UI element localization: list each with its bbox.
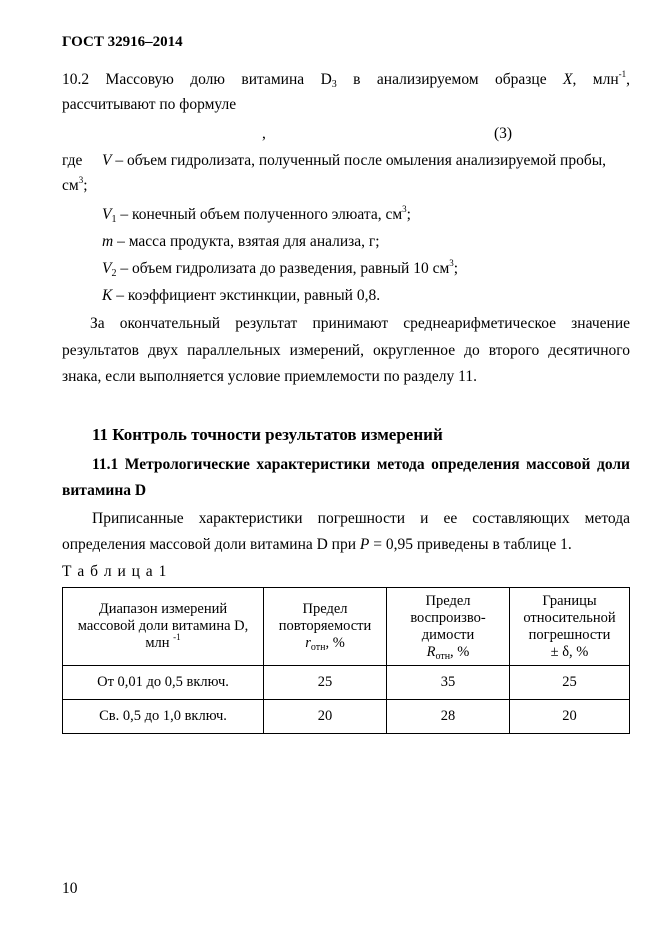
where-m: m – масса продукта, взятая для анализа, г; — [102, 233, 380, 250]
table-cell: 20 — [510, 700, 630, 734]
header-reproducibility: Предел воспроизво- димости $R_{отн}$, % — [387, 588, 510, 666]
paragraph-10-2-line-2: рассчитывают по формуле — [62, 96, 237, 113]
formula-number: (3) — [494, 125, 513, 142]
table-row — [63, 700, 630, 734]
table-cell: 25 — [510, 666, 630, 700]
table-cell: Св. 0,5 до 1,0 включ. — [63, 700, 264, 734]
header-repeatability: Предел повторяемости $r_{отн}$, % — [264, 588, 387, 666]
table-cell: 28 — [387, 700, 510, 734]
table-cell: 35 — [387, 666, 510, 700]
section-11-1-title-line-1: 11.1 Метрологические характеристики метода определения массовой доли — [92, 456, 630, 473]
table-row — [63, 666, 630, 700]
section-11-1-title-line-2: витамина D — [62, 482, 147, 499]
where-v1: $V_1$ – конечный объем полученного элюата, $см^3$; — [102, 204, 411, 225]
table-header-row — [63, 588, 630, 666]
table-cell: От 0,01 до 0,5 включ. — [63, 666, 264, 700]
paragraph-11-1-line-2: определения массовой доли витамина D при P = 0,95 приведены в таблице 1. — [62, 536, 572, 553]
where-v-continued: $см^3$; — [62, 175, 88, 194]
page-number: 10 — [62, 880, 78, 897]
where-v: V – объем гидролизата, полученный после омыления анализируемой пробы, — [102, 152, 607, 169]
final-result-line-3: знака, если выполняется условие приемлемости по разделу 11. — [62, 368, 477, 385]
where-k: K – коэффициент экстинкции, равный 0,8. — [102, 287, 381, 304]
final-result-line-1: За окончательный результат принимают среднеарифметическое значение — [90, 315, 630, 332]
where-v2: $V_2$ – объем гидролизата до разведения, равный 10 $см^3$; — [102, 258, 459, 279]
header-error-bounds: Границы относительной погрешности ± δ, % — [510, 588, 630, 666]
header-range: Диапазон измерений массовой доли витамина D, млн $^{-1}$ — [63, 588, 264, 666]
table-cell: 25 — [264, 666, 387, 700]
paragraph-11-1-line-1: Приписанные характеристики погрешности и ее составляющих метода — [92, 510, 630, 527]
table-caption: Т а б л и ц а 1 — [62, 563, 168, 580]
final-result-line-2: результатов двух параллельных измерений, округленное до второго десятичного — [62, 342, 630, 359]
section-11-title: 11 Контроль точности результатов измерений — [92, 425, 443, 444]
formula-comma: , — [262, 125, 266, 142]
metrology-table — [62, 587, 630, 734]
table-cell: 20 — [264, 700, 387, 734]
where-label: где — [62, 152, 83, 169]
document-header: ГОСТ 32916–2014 — [62, 34, 183, 50]
paragraph-10-2-line-1: 10.2 Массовую долю витамина $D_3$ в анализируемом образце X, млн$^{-1}$, — [62, 69, 630, 90]
